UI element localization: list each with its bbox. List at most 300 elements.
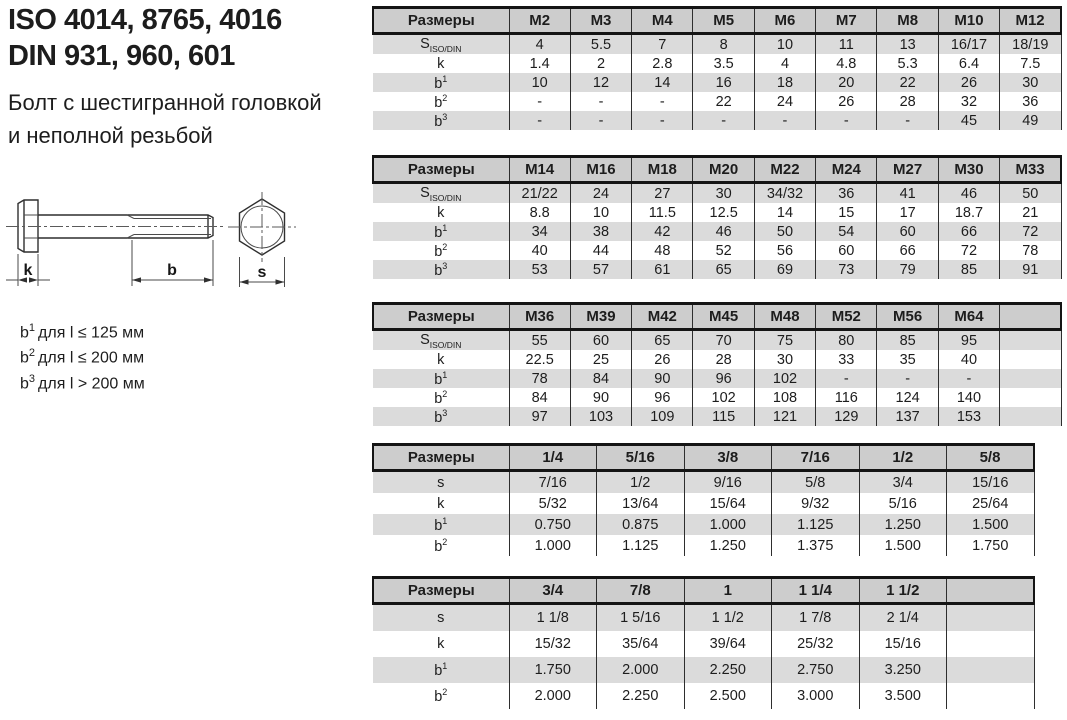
- size-column-header: M18: [632, 157, 693, 183]
- sizes-column-header: Размеры: [373, 304, 509, 330]
- value-cell: 3.5: [693, 54, 754, 73]
- value-cell: 48: [632, 241, 693, 260]
- page-title: [8, 2, 282, 74]
- value-cell: 60: [570, 330, 631, 351]
- size-column-header: M20: [693, 157, 754, 183]
- value-cell: 24: [754, 92, 815, 111]
- note-symbol: b: [20, 324, 29, 342]
- value-cell: 78: [1000, 241, 1061, 260]
- dimension-k: [6, 254, 50, 286]
- value-cell: 0.875: [597, 514, 685, 535]
- value-cell: 4: [509, 34, 570, 55]
- table-header-row: [373, 304, 1061, 330]
- table-row: [373, 471, 1034, 494]
- value-cell: 22: [693, 92, 754, 111]
- value-cell: -: [632, 111, 693, 130]
- value-cell: 15/64: [684, 493, 772, 514]
- value-cell: 137: [877, 407, 938, 426]
- value-cell: 102: [693, 388, 754, 407]
- value-cell: 15/16: [859, 631, 947, 657]
- value-cell: 1.375: [772, 535, 860, 556]
- value-cell: [1000, 369, 1061, 388]
- value-cell: 12.5: [693, 203, 754, 222]
- value-cell: 38: [570, 222, 631, 241]
- row-label: $b^1$: [373, 369, 509, 388]
- value-cell: -: [509, 111, 570, 130]
- value-cell: 21/22: [509, 183, 570, 204]
- value-cell: 18: [754, 73, 815, 92]
- value-cell: [1000, 330, 1061, 351]
- size-column-header: M56: [877, 304, 938, 330]
- value-cell: 1.750: [947, 535, 1035, 556]
- value-cell: 13: [877, 34, 938, 55]
- value-cell: 5/8: [772, 471, 860, 494]
- value-cell: 18/19: [1000, 34, 1061, 55]
- value-cell: 84: [570, 369, 631, 388]
- value-cell: 46: [693, 222, 754, 241]
- value-cell: 53: [509, 260, 570, 279]
- value-cell: 129: [816, 407, 877, 426]
- size-column-header: M3: [570, 8, 631, 34]
- arrowhead: [132, 277, 141, 282]
- value-cell: 12: [570, 73, 631, 92]
- table-row: [373, 493, 1034, 514]
- value-cell: 2.000: [509, 683, 597, 709]
- value-cell: -: [877, 369, 938, 388]
- value-cell: 32: [938, 92, 999, 111]
- table-header-row: [373, 445, 1034, 471]
- value-cell: 35: [877, 350, 938, 369]
- bolt-side-view: [6, 200, 224, 252]
- metric-table-m14-m33: [372, 155, 1062, 279]
- value-cell: 36: [1000, 92, 1061, 111]
- value-cell: 10: [754, 34, 815, 55]
- value-cell: 2.250: [684, 657, 772, 683]
- value-cell: 26: [632, 350, 693, 369]
- dimension-label-s: s: [257, 264, 267, 281]
- table-row: [373, 369, 1061, 388]
- note-b2: [20, 343, 145, 368]
- value-cell: -: [816, 369, 877, 388]
- table-row: [373, 407, 1061, 426]
- value-cell: 7/16: [509, 471, 597, 494]
- table-row: [373, 92, 1061, 111]
- size-column-header: M4: [632, 8, 693, 34]
- value-cell: 121: [754, 407, 815, 426]
- table-header-row: [373, 157, 1061, 183]
- arrowhead: [240, 279, 249, 284]
- value-cell: -: [570, 92, 631, 111]
- size-column-header: 1 1/4: [772, 578, 860, 604]
- value-cell: 35/64: [597, 631, 685, 657]
- value-cell: 78: [509, 369, 570, 388]
- value-cell: 16/17: [938, 34, 999, 55]
- subtitle-line-1: Болт с шестигранной головкой: [8, 90, 322, 115]
- value-cell: 27: [632, 183, 693, 204]
- sizes-column-header: Размеры: [373, 578, 509, 604]
- arrowhead: [204, 277, 213, 282]
- value-cell: 96: [693, 369, 754, 388]
- value-cell: 80: [816, 330, 877, 351]
- value-cell: 116: [816, 388, 877, 407]
- value-cell: 25/32: [772, 631, 860, 657]
- title-line-2: DIN 931, 960, 601: [8, 40, 235, 72]
- value-cell: 28: [693, 350, 754, 369]
- value-cell: 85: [938, 260, 999, 279]
- page-subtitle: [8, 86, 322, 152]
- size-column-header: M39: [570, 304, 631, 330]
- value-cell: 2.250: [597, 683, 685, 709]
- table-row: [373, 514, 1034, 535]
- value-cell: 2 1/4: [859, 604, 947, 632]
- value-cell: 124: [877, 388, 938, 407]
- sizes-column-header: Размеры: [373, 157, 509, 183]
- value-cell: -: [938, 369, 999, 388]
- table-row: [373, 111, 1061, 130]
- value-cell: 60: [816, 241, 877, 260]
- value-cell: 39/64: [684, 631, 772, 657]
- value-cell: 66: [877, 241, 938, 260]
- value-cell: 5/32: [509, 493, 597, 514]
- value-cell: [947, 683, 1035, 709]
- value-cell: 30: [693, 183, 754, 204]
- value-cell: 79: [877, 260, 938, 279]
- dimension-b: [132, 240, 213, 286]
- note-symbol: b: [20, 349, 29, 367]
- note-b1: [20, 318, 145, 343]
- thread-length-notes: [20, 318, 145, 394]
- value-cell: 24: [570, 183, 631, 204]
- value-cell: 1 7/8: [772, 604, 860, 632]
- value-cell: 40: [509, 241, 570, 260]
- metric-table-m36-m64: [372, 302, 1062, 426]
- row-label: k: [373, 631, 509, 657]
- size-column-header: M36: [509, 304, 570, 330]
- row-label: $b^1$: [373, 73, 509, 92]
- size-column-header: M16: [570, 157, 631, 183]
- value-cell: 1.4: [509, 54, 570, 73]
- value-cell: 20: [816, 73, 877, 92]
- metric-table-m2-m12: [372, 6, 1062, 130]
- value-cell: 56: [754, 241, 815, 260]
- value-cell: 75: [754, 330, 815, 351]
- table-row: [373, 73, 1061, 92]
- size-column-header: M7: [816, 8, 877, 34]
- value-cell: 3.000: [772, 683, 860, 709]
- size-column-header: M27: [877, 157, 938, 183]
- value-cell: 103: [570, 407, 631, 426]
- value-cell: -: [816, 111, 877, 130]
- value-cell: [1000, 388, 1061, 407]
- value-cell: -: [632, 92, 693, 111]
- value-cell: 3.250: [859, 657, 947, 683]
- row-label: $b^3$: [373, 111, 509, 130]
- note-text: для l ≤ 200 мм: [38, 349, 145, 367]
- row-label: $b^1$: [373, 222, 509, 241]
- row-label: k: [373, 54, 509, 73]
- value-cell: 57: [570, 260, 631, 279]
- value-cell: 2.750: [772, 657, 860, 683]
- size-column-header: 3/8: [684, 445, 772, 471]
- note-text: для l > 200 мм: [38, 374, 145, 392]
- arrowhead: [276, 279, 285, 284]
- value-cell: 1.000: [509, 535, 597, 556]
- value-cell: 102: [754, 369, 815, 388]
- value-cell: 3/4: [859, 471, 947, 494]
- size-column-header: 7/8: [597, 578, 685, 604]
- value-cell: 7: [632, 34, 693, 55]
- value-cell: -: [754, 111, 815, 130]
- sizes-column-header: Размеры: [373, 445, 509, 471]
- value-cell: 17: [877, 203, 938, 222]
- value-cell: 45: [938, 111, 999, 130]
- value-cell: 1 5/16: [597, 604, 685, 632]
- value-cell: 4: [754, 54, 815, 73]
- table-row: [373, 657, 1034, 683]
- value-cell: 15/16: [947, 471, 1035, 494]
- size-column-header: M42: [632, 304, 693, 330]
- value-cell: 72: [938, 241, 999, 260]
- value-cell: 1 1/8: [509, 604, 597, 632]
- row-label: $b^1$: [373, 514, 509, 535]
- size-column-header: M6: [754, 8, 815, 34]
- value-cell: 2.000: [597, 657, 685, 683]
- value-cell: 85: [877, 330, 938, 351]
- size-column-header: 1/4: [509, 445, 597, 471]
- table-row: [373, 683, 1034, 709]
- size-column-header: M2: [509, 8, 570, 34]
- value-cell: 54: [816, 222, 877, 241]
- value-cell: 6.4: [938, 54, 999, 73]
- value-cell: 1.500: [947, 514, 1035, 535]
- value-cell: 21: [1000, 203, 1061, 222]
- size-column-header: M48: [754, 304, 815, 330]
- value-cell: 1/2: [597, 471, 685, 494]
- value-cell: 3.500: [859, 683, 947, 709]
- size-column-header: M14: [509, 157, 570, 183]
- value-cell: 72: [1000, 222, 1061, 241]
- size-column-header: [947, 578, 1035, 604]
- table-row: [373, 203, 1061, 222]
- row-label: $b^2$: [373, 92, 509, 111]
- table-row: [373, 631, 1034, 657]
- value-cell: 14: [754, 203, 815, 222]
- row-label: s: [373, 471, 509, 494]
- value-cell: 25/64: [947, 493, 1035, 514]
- value-cell: 1.000: [684, 514, 772, 535]
- value-cell: 1 1/2: [684, 604, 772, 632]
- table-row: [373, 330, 1061, 351]
- size-column-header: 1 1/2: [859, 578, 947, 604]
- value-cell: 34: [509, 222, 570, 241]
- row-label: k: [373, 350, 509, 369]
- row-label: $b^2$: [373, 241, 509, 260]
- value-cell: 1.500: [859, 535, 947, 556]
- value-cell: 5/16: [859, 493, 947, 514]
- value-cell: -: [509, 92, 570, 111]
- value-cell: 73: [816, 260, 877, 279]
- value-cell: 1.125: [597, 535, 685, 556]
- row-label: $b^2$: [373, 535, 509, 556]
- value-cell: 90: [570, 388, 631, 407]
- value-cell: 30: [1000, 73, 1061, 92]
- size-column-header: M33: [1000, 157, 1061, 183]
- table-header-row: [373, 8, 1061, 34]
- note-superscript: 1: [28, 322, 36, 334]
- inch-table-3-4-to-1-1-2: [372, 576, 1035, 709]
- value-cell: 15: [816, 203, 877, 222]
- value-cell: -: [877, 111, 938, 130]
- size-column-header: 3/4: [509, 578, 597, 604]
- value-cell: 25: [570, 350, 631, 369]
- value-cell: 5.3: [877, 54, 938, 73]
- value-cell: 69: [754, 260, 815, 279]
- size-column-header: [1000, 304, 1061, 330]
- value-cell: 91: [1000, 260, 1061, 279]
- row-label: $b^1$: [373, 657, 509, 683]
- size-column-header: 7/16: [772, 445, 860, 471]
- size-column-header: M52: [816, 304, 877, 330]
- value-cell: 95: [938, 330, 999, 351]
- table-row: [373, 260, 1061, 279]
- value-cell: 2: [570, 54, 631, 73]
- row-label: $b^3$: [373, 260, 509, 279]
- bolt-end-view: [228, 192, 296, 262]
- value-cell: 22: [877, 73, 938, 92]
- value-cell: 50: [754, 222, 815, 241]
- size-column-header: M45: [693, 304, 754, 330]
- value-cell: 2.8: [632, 54, 693, 73]
- value-cell: 52: [693, 241, 754, 260]
- size-column-header: 1/2: [859, 445, 947, 471]
- row-label: k: [373, 493, 509, 514]
- value-cell: 36: [816, 183, 877, 204]
- value-cell: 109: [632, 407, 693, 426]
- size-column-header: M22: [754, 157, 815, 183]
- value-cell: 18.7: [938, 203, 999, 222]
- value-cell: 50: [1000, 183, 1061, 204]
- value-cell: 7.5: [1000, 54, 1061, 73]
- value-cell: 84: [509, 388, 570, 407]
- value-cell: 153: [938, 407, 999, 426]
- note-symbol: b: [20, 374, 29, 392]
- value-cell: 9/32: [772, 493, 860, 514]
- table-row: [373, 222, 1061, 241]
- value-cell: 55: [509, 330, 570, 351]
- value-cell: 22.5: [509, 350, 570, 369]
- dimension-label-k: k: [23, 262, 33, 279]
- value-cell: 30: [754, 350, 815, 369]
- inch-table-quarter-to-5-8: [372, 443, 1035, 556]
- value-cell: [947, 604, 1035, 632]
- value-cell: 90: [632, 369, 693, 388]
- size-column-header: M10: [938, 8, 999, 34]
- table-row: [373, 34, 1061, 55]
- value-cell: 2.500: [684, 683, 772, 709]
- row-label: k: [373, 203, 509, 222]
- value-cell: -: [570, 111, 631, 130]
- size-column-header: 5/8: [947, 445, 1035, 471]
- note-b3: [20, 369, 145, 394]
- value-cell: 4.8: [816, 54, 877, 73]
- value-cell: 1.250: [859, 514, 947, 535]
- dimension-label-b: b: [167, 262, 177, 279]
- value-cell: [1000, 407, 1061, 426]
- value-cell: 16: [693, 73, 754, 92]
- value-cell: 49: [1000, 111, 1061, 130]
- value-cell: 8.8: [509, 203, 570, 222]
- table-row: [373, 183, 1061, 204]
- row-label: $b^3$: [373, 407, 509, 426]
- value-cell: 65: [693, 260, 754, 279]
- row-label: $S_{ISO/DIN}$: [373, 330, 509, 351]
- value-cell: 14: [632, 73, 693, 92]
- row-label: $S_{ISO/DIN}$: [373, 34, 509, 55]
- table-row: [373, 388, 1061, 407]
- value-cell: 44: [570, 241, 631, 260]
- value-cell: 46: [938, 183, 999, 204]
- value-cell: 1.125: [772, 514, 860, 535]
- value-cell: 34/32: [754, 183, 815, 204]
- size-column-header: M24: [816, 157, 877, 183]
- value-cell: 65: [632, 330, 693, 351]
- value-cell: [947, 631, 1035, 657]
- row-label: $S_{ISO/DIN}$: [373, 183, 509, 204]
- note-text: для l ≤ 125 мм: [38, 324, 145, 342]
- value-cell: 96: [632, 388, 693, 407]
- row-label: s: [373, 604, 509, 632]
- size-column-header: M8: [877, 8, 938, 34]
- value-cell: 10: [509, 73, 570, 92]
- value-cell: 26: [816, 92, 877, 111]
- value-cell: 1.250: [684, 535, 772, 556]
- table-row: [373, 350, 1061, 369]
- value-cell: 0.750: [509, 514, 597, 535]
- size-column-header: M30: [938, 157, 999, 183]
- note-superscript: 2: [28, 347, 36, 360]
- value-cell: 8: [693, 34, 754, 55]
- table-row: [373, 604, 1034, 632]
- value-cell: 70: [693, 330, 754, 351]
- value-cell: 115: [693, 407, 754, 426]
- size-column-header: M12: [1000, 8, 1061, 34]
- table-row: [373, 535, 1034, 556]
- bolt-technical-drawing: [0, 183, 330, 318]
- size-column-header: M64: [938, 304, 999, 330]
- value-cell: 66: [938, 222, 999, 241]
- value-cell: -: [693, 111, 754, 130]
- title-line-1: ISO 4014, 8765, 4016: [8, 4, 282, 36]
- value-cell: 33: [816, 350, 877, 369]
- value-cell: 61: [632, 260, 693, 279]
- table-row: [373, 54, 1061, 73]
- note-superscript: 3: [28, 372, 36, 385]
- value-cell: 13/64: [597, 493, 685, 514]
- table-header-row: [373, 578, 1034, 604]
- value-cell: 10: [570, 203, 631, 222]
- value-cell: 42: [632, 222, 693, 241]
- value-cell: [1000, 350, 1061, 369]
- value-cell: 1.750: [509, 657, 597, 683]
- sizes-column-header: Размеры: [373, 8, 509, 34]
- value-cell: 97: [509, 407, 570, 426]
- value-cell: 5.5: [570, 34, 631, 55]
- table-row: [373, 241, 1061, 260]
- subtitle-line-2: и неполной резьбой: [8, 123, 213, 148]
- value-cell: 60: [877, 222, 938, 241]
- value-cell: 41: [877, 183, 938, 204]
- value-cell: 40: [938, 350, 999, 369]
